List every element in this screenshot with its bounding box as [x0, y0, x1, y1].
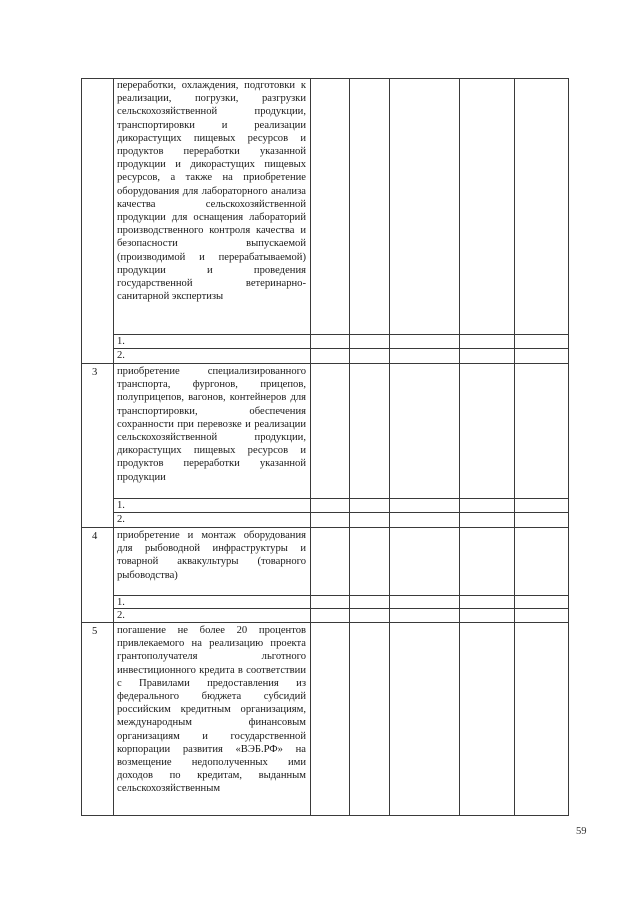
sub-item-label: 2. — [117, 610, 125, 621]
row-number: 5 — [92, 626, 98, 637]
row-description: переработки, охлаждения, подготовки к реализации, погрузки, разгрузки сельскохозяйственной продукции, транспортировки и реализации дикорастущих пищевых ресурсов и продуктов переработки указанной продукции и дикорастущих пищевых ресурсов, а также на приобретение оборудования для лабораторного анализа качества сельскохозяйственной продукции для оснащения лабораторий производственного контроля качества и безопасности выпускаемой (производимой и перерабатываемой) продукции и проведения государственной ветеринарно-санитарной экспертизы — [117, 80, 306, 303]
sub-item-label: 2. — [117, 514, 125, 525]
sub-item-label: 1. — [117, 336, 125, 347]
row-description: погашение не более 20 процентов привлекаемого на реализацию проекта грантополучателя льготного инвестиционного кредита в соответствии с Правилами предоставления из федерального бюджета субсидий российским кредитным организациям, международным финансовым организациям и государственной корпорации развития «ВЭБ.РФ» на возмещение недополученных ими доходов по кредитам, выданным сельскохозяйственным — [117, 625, 306, 795]
page-number: 59 — [576, 826, 587, 837]
sub-item-label: 1. — [117, 597, 125, 608]
row-number: 3 — [92, 367, 98, 378]
row-description: приобретение и монтаж оборудования для рыбоводной инфраструктуры и товарной аквакультуры (товарного рыбоводства) — [117, 530, 306, 581]
sub-item-label: 2. — [117, 350, 125, 361]
row-number: 4 — [92, 531, 98, 542]
row-description: приобретение специализированного транспорта, фургонов, прицепов, полуприцепов, вагонов, контейнеров для транспортировки, обеспечения сохранности при перевозке и реализации сельскохозяйственной продукции, дикорастущих пищевых ресурсов и продуктов переработки указанной продукции — [117, 366, 306, 483]
sub-item-label: 1. — [117, 500, 125, 511]
